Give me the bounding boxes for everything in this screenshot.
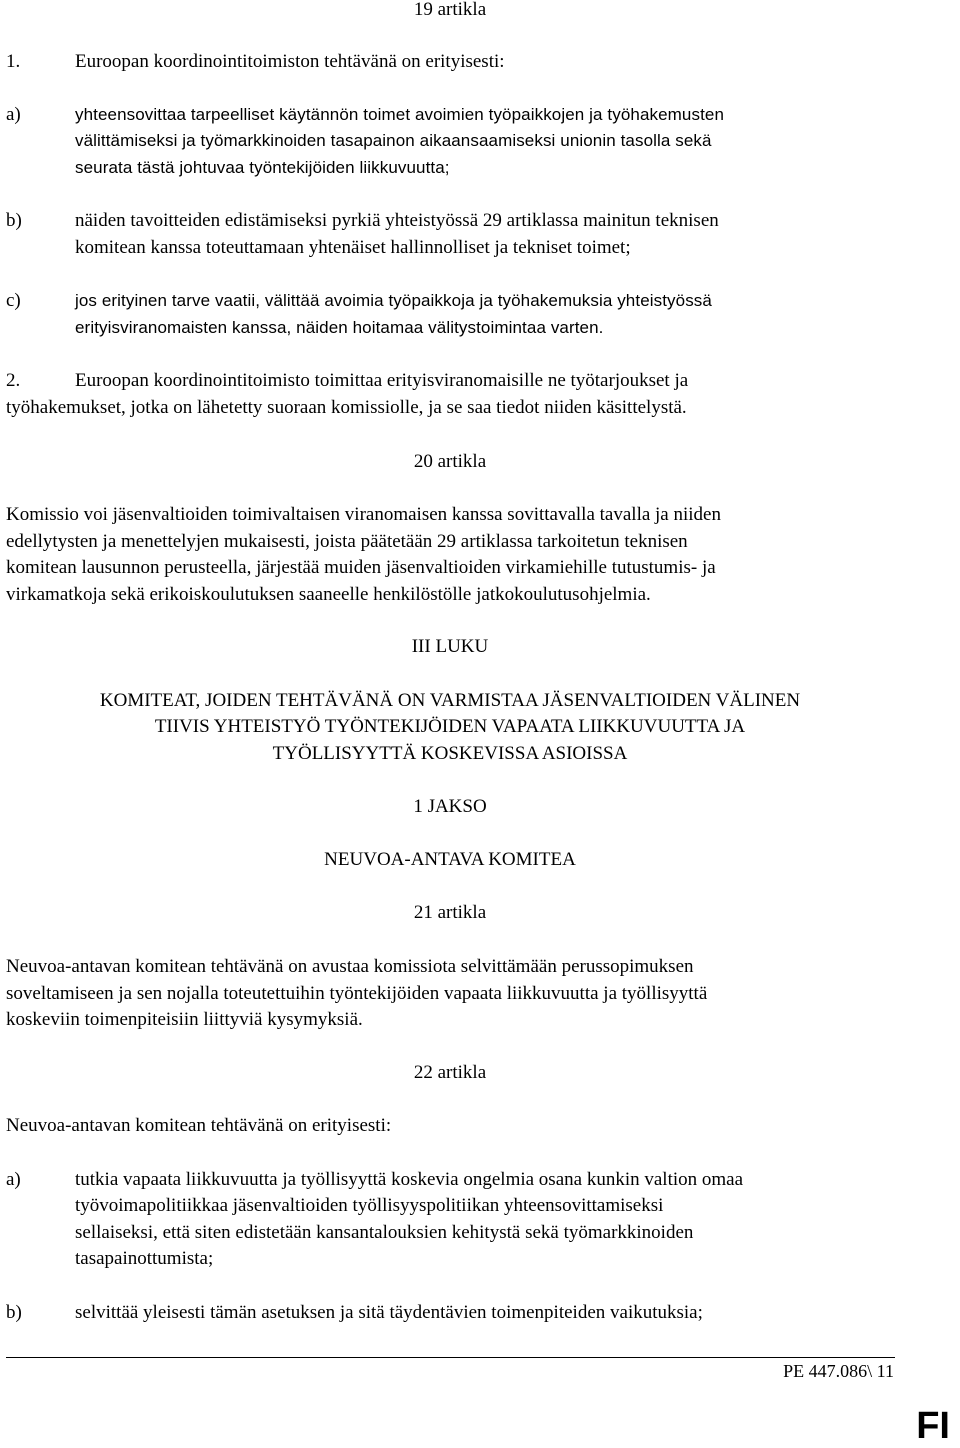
- art19-item-a-line: yhteensovittaa tarpeelliset käytännön toimet avoimien työpaikkojen ja työhakemusten: [75, 105, 725, 124]
- art19-item-a-line: seurata tästä johtuvaa työntekijöiden liikkuvuutta;: [75, 158, 450, 177]
- art19-item-c-line: jos erityinen tarve vaatii, välittää avoimia työpaikkoja ja työhakemuksia yhteistyössä: [75, 291, 712, 310]
- chapter-title-line: KOMITEAT, JOIDEN TEHTÄVÄNÄ ON VARMISTAA JÄSENVALTIOIDEN VÄLINEN: [99, 690, 801, 711]
- art21-line: koskeviin toimenpiteisiin liittyviä kysymyksiä.: [6, 1009, 363, 1030]
- article-22-heading: 22 artikla: [413, 1062, 487, 1083]
- section-title: NEUVOA-ANTAVA KOMITEA: [324, 849, 576, 870]
- art19-item-c-line: erityisviranomaisten kanssa, näiden hoitamaa välitystoimintaa varten.: [75, 318, 604, 337]
- chapter-title-line: TYÖLLISYYTTÄ KOSKEVISSA ASIOISSA: [272, 743, 628, 764]
- art19-para1-text: Euroopan koordinointitoimiston tehtävänä on erityisesti:: [75, 51, 505, 72]
- art19-item-a-label: a): [6, 104, 21, 125]
- art22-intro: Neuvoa-antavan komitean tehtävänä on erityisesti:: [6, 1115, 392, 1136]
- art22-item-a-line: tasapainottumista;: [75, 1248, 214, 1269]
- art19-para2-line: Euroopan koordinointitoimisto toimittaa erityisviranomaisille ne työtarjoukset ja: [75, 370, 689, 391]
- art19-item-b-line: komitean kanssa toteuttamaan yhtenäiset hallinnolliset ja tekniset toimet;: [75, 237, 631, 258]
- art20-line: komitean lausunnon perusteella, järjestää muiden jäsenvaltioiden virkamiehille tutustumis- ja: [6, 557, 716, 578]
- art19-item-b-line: näiden tavoitteiden edistämiseksi pyrkiä yhteistyössä 29 artiklassa mainitun teknisen: [75, 210, 719, 231]
- footer-divider: [6, 1357, 895, 1358]
- art22-item-a-line: tutkia vapaata liikkuvuutta ja työllisyyttä koskevia ongelmia osana kunkin valtion omaa: [75, 1169, 744, 1190]
- art19-item-a-line: välittämiseksi ja työmarkkinoiden tasapainon aikaansaamiseksi unionin tasolla sekä: [75, 131, 712, 150]
- chapter-number: III LUKU: [411, 636, 489, 657]
- art20-line: edellytysten ja menettelyjen mukaisesti, joista päätetään 29 artiklassa tarkoitetun teknisen: [6, 531, 688, 552]
- art22-item-a-line: sellaiseksi, että siten edistetään kansantalouksien kehitystä sekä työmarkkinoiden: [75, 1222, 694, 1243]
- art19-para2-number: 2.: [6, 370, 21, 391]
- art22-item-b-line: selvittää yleisesti tämän asetuksen ja sitä täydentävien toimenpiteiden vaikutuksia;: [75, 1302, 703, 1323]
- document-reference: PE 447.086\ 11: [783, 1361, 894, 1381]
- art19-item-c-label: c): [6, 290, 21, 311]
- art19-para2-line: työhakemukset, jotka on lähetetty suoraan komissiolle, ja se saa tiedot niiden käsittelystä.: [6, 397, 687, 418]
- art21-line: soveltamiseen ja sen nojalla toteutettuihin työntekijöiden vapaata liikkuvuutta ja työllisyyttä: [6, 983, 708, 1004]
- art22-item-a-line: työvoimapolitiikkaa jäsenvaltioiden työllisyyspolitiikan yhteensovittamiseksi: [75, 1195, 664, 1216]
- art22-item-b-label: b): [6, 1302, 22, 1323]
- art21-line: Neuvoa-antavan komitean tehtävänä on avustaa komissiota selvittämään perussopimuksen: [6, 956, 694, 977]
- art20-line: Komissio voi jäsenvaltioiden toimivaltaisen viranomaisen kanssa sovittavalla tavalla ja niiden: [6, 504, 721, 525]
- chapter-title-line: TIIVIS YHTEISTYÖ TYÖNTEKIJÖIDEN VAPAATA LIIKKUVUUTTA JA: [154, 716, 746, 737]
- art19-item-b-label: b): [6, 210, 22, 231]
- article-20-heading: 20 artikla: [413, 451, 487, 472]
- article-21-heading: 21 artikla: [413, 902, 487, 923]
- art22-item-a-label: a): [6, 1169, 21, 1190]
- article-19-heading: 19 artikla: [413, 0, 487, 20]
- art19-para1-number: 1.: [6, 51, 21, 72]
- art20-line: virkamatkoja sekä erikoiskoulutuksen saaneelle henkilöstölle jatkokoulutusohjelmia.: [6, 584, 651, 605]
- section-number: 1 JAKSO: [413, 796, 487, 817]
- language-code: FI: [916, 1405, 950, 1447]
